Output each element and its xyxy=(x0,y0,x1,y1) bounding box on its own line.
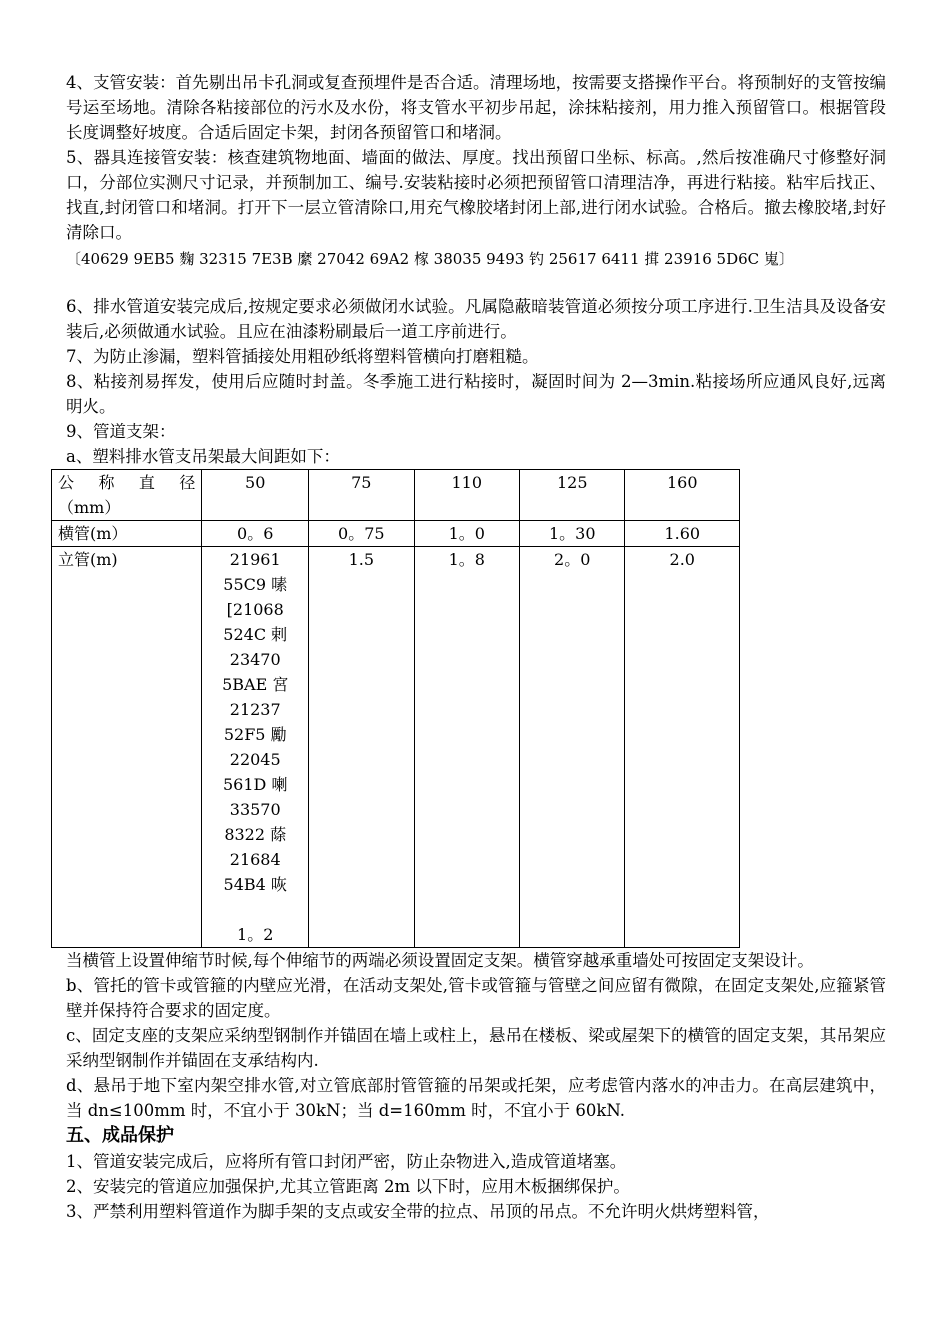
paragraph-leak-prevention: 7、为防止渗漏，塑料管插接处用粗砂纸将塑料管横向打磨粗糙。 xyxy=(66,347,539,366)
cell-garbled-line: 22045 xyxy=(229,750,281,769)
table-row-horizontal xyxy=(52,521,740,547)
header-label-line2: （mm） xyxy=(58,498,121,517)
cell-garbled-line: 23470 xyxy=(229,650,281,669)
table-header-cell: 125 xyxy=(520,470,625,521)
table-header-row xyxy=(52,470,740,521)
paragraph-fixed-support: c、固定支座的支架应采纳型钢制作并锚固在墙上或柱上，悬吊在楼板、梁或屋架下的横管的固定支架，其吊架应采纳型钢制作并锚固在支承结构内. xyxy=(66,1026,886,1070)
table-cell-vertical-50 xyxy=(202,547,309,948)
table-header-cell: 75 xyxy=(309,470,414,521)
table-cell: 1。0 xyxy=(414,521,519,547)
table-cell: 1。8 xyxy=(414,547,519,948)
row-label-vertical: 立管(m) xyxy=(52,547,202,948)
paragraph-protection-1: 1、管道安装完成后，应将所有管口封闭严密，防止杂物进入,造成管道堵塞。 xyxy=(66,1152,627,1171)
support-spacing-table xyxy=(51,469,740,948)
cell-blank-line xyxy=(208,897,302,922)
paragraph-basement-suspension: d、悬吊于地下室内架空排水管,对立管底部肘管管箍的吊架或托架，应考虑管内落水的冲击力。在高层建筑中，当 dn≤100mm 时，不宜小于 30kN；当 d=160mm 时，不宜小于 60kN. xyxy=(66,1076,886,1120)
table-row-vertical xyxy=(52,547,740,948)
paragraph-fixture-connection-install: 5、器具连接管安装：核查建筑物地面、墙面的做法、厚度。找出预留口坐标、标高。,然后按准确尺寸修整好洞口，分部位实测尺寸记录，并预制加工、编号.安装粘接时必须把预留管口清理洁净，再进行粘接。粘牢后找正、找直,封闭管口和堵洞。打开下一层立管清除口,用充气橡胶堵封闭上部,进行闭水试验。合格后。撤去橡胶堵,封好清除口。 xyxy=(66,148,886,242)
cell-garbled-line: 21684 xyxy=(229,850,281,869)
document-page xyxy=(58,70,886,1224)
cell-garbled-line: 524C 剌 xyxy=(223,625,288,644)
paragraph-expansion-joint: 当横管上设置伸缩节时候,每个伸缩节的两端必须设置固定支架。横管穿越承重墙处可按固定支架设计。 xyxy=(66,951,814,970)
cell-garbled-line: 21237 xyxy=(229,700,281,719)
table-cell: 1.60 xyxy=(625,521,740,547)
paragraph-support-spacing-intro: a、塑料排水管支吊架最大间距如下： xyxy=(66,447,340,466)
garbled-code-line: 〔40629 9EB5 麴 32315 7E3B 縻 27042 69A2 榢 38035 9493 钓 25617 6411 搑 23916 5D6C 嵬〕 xyxy=(66,250,794,268)
table-cell: 2.0 xyxy=(625,547,740,948)
cell-garbled-line: 8322 蒢 xyxy=(224,825,287,844)
cell-garbled-line: 5BAE 宮 xyxy=(222,675,289,694)
cell-garbled-line: 21961 xyxy=(229,550,281,569)
paragraph-pipe-clamp: b、管托的管卡或管箍的内壁应光滑，在活动支架处,管卡或管箍与管壁之间应留有微隙，在固定支架处,应箍紧管壁并保持符合要求的固定度。 xyxy=(66,976,886,1020)
header-label-line1: 公 称 直 径 xyxy=(58,473,196,492)
paragraph-adhesive-handling: 8、粘接剂易挥发，使用后应随时封盖。冬季施工进行粘接时，凝固时间为 2—3min.粘接场所应通风良好,远离明火。 xyxy=(66,372,886,416)
table-cell: 1.5 xyxy=(309,547,414,948)
table-header-cell: 50 xyxy=(202,470,309,521)
paragraph-branch-pipe-install: 4、支管安装：首先剔出吊卡孔洞或复查预埋件是否合适。清理场地，按需要支搭操作平台。将预制好的支管按编号运至场地。清除各粘接部位的污水及水份，将支管水平初步吊起，涂抹粘接剂，用力推入预留管口。根据管段长度调整好坡度。合适后固定卡架，封闭各预留管口和堵洞。 xyxy=(66,73,886,142)
cell-value: 1。2 xyxy=(237,925,274,944)
table-cell: 0。6 xyxy=(202,521,309,547)
table-header-cell: 110 xyxy=(414,470,519,521)
table-cell: 1。30 xyxy=(520,521,625,547)
paragraph-pipe-support-title: 9、管道支架： xyxy=(66,422,176,441)
row-label-horizontal: 横管(m） xyxy=(52,521,202,547)
cell-garbled-line: 52F5 勵 xyxy=(223,725,287,744)
cell-garbled-line: [21068 xyxy=(226,600,284,619)
paragraph-protection-3: 3、严禁利用塑料管道作为脚手架的支点或安全带的拉点、吊顶的吊点。不允许明火烘烤塑料管， xyxy=(66,1202,770,1221)
cell-garbled-line: 55C9 嗉 xyxy=(223,575,288,594)
header-nominal-diameter xyxy=(52,470,202,521)
cell-garbled-line: 33570 xyxy=(229,800,281,819)
section-heading: 五、成品保护 xyxy=(66,1125,174,1146)
cell-garbled-line: 54B4 咴 xyxy=(223,875,287,894)
cell-garbled-line: 561D 喇 xyxy=(222,775,288,794)
paragraph-protection-2: 2、安装完的管道应加强保护,尤其立管距离 2m 以下时，应用木板捆绑保护。 xyxy=(66,1177,630,1196)
blank-line xyxy=(66,272,886,294)
table-cell: 0。75 xyxy=(309,521,414,547)
table-cell: 2。0 xyxy=(520,547,625,948)
table-header-cell: 160 xyxy=(625,470,740,521)
paragraph-water-closure-test: 6、排水管道安装完成后,按规定要求必须做闭水试验。凡属隐蔽暗装管道必须按分项工序进行.卫生洁具及设备安装后,必须做通水试验。且应在油漆粉刷最后一道工序前进行。 xyxy=(66,297,886,341)
